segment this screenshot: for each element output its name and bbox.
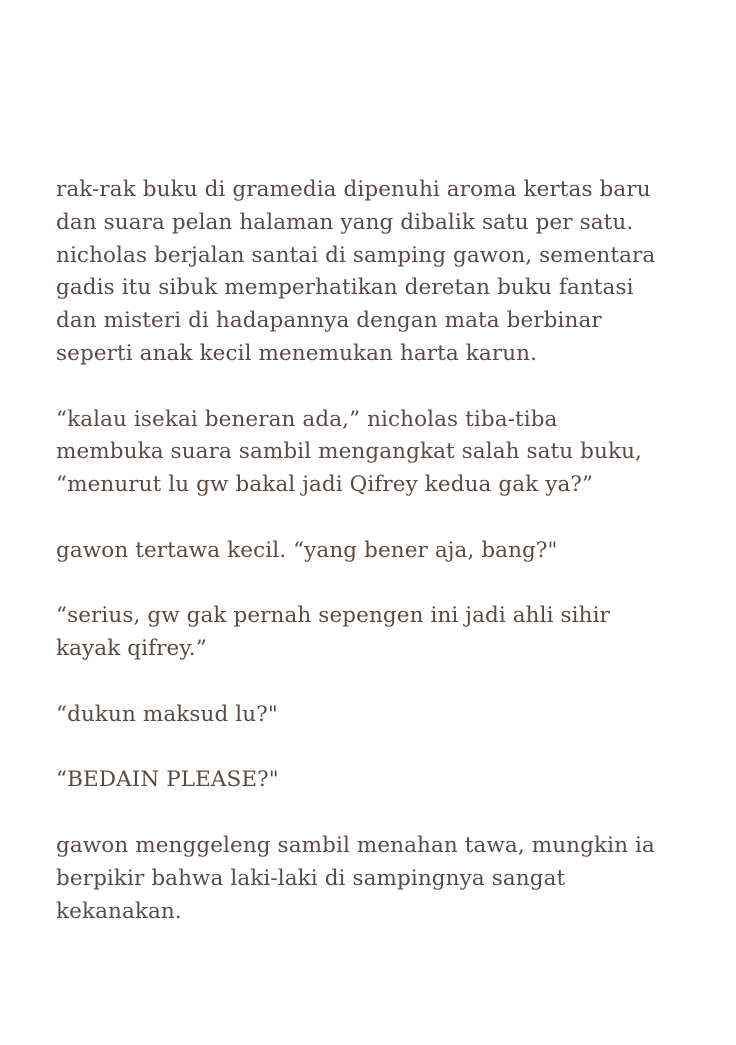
paragraph-2 bbox=[56, 404, 706, 502]
story-text bbox=[56, 174, 706, 928]
text-line: “dukun maksud lu?" bbox=[56, 701, 278, 727]
paragraph-7 bbox=[56, 830, 706, 928]
text-line: gawon tertawa kecil. “yang bener aja, bang?" bbox=[56, 537, 558, 563]
text-line: dan suara pelan halaman yang dibalik satu per satu. bbox=[56, 209, 634, 235]
text-line: nicholas berjalan santai di samping gawon, sementara bbox=[56, 242, 656, 268]
text-line: “BEDAIN PLEASE?" bbox=[56, 767, 279, 793]
text-line: “kalau isekai beneran ada,” nicholas tiba-tiba bbox=[56, 406, 558, 432]
text-line: “serius, gw gak pernah sepengen ini jadi ahli sihir bbox=[56, 603, 610, 629]
paragraph-3 bbox=[56, 535, 706, 568]
text-line: kayak qifrey.” bbox=[56, 636, 207, 662]
text-line: seperti anak kecil menemukan harta karun. bbox=[56, 340, 538, 366]
paragraph-5 bbox=[56, 699, 706, 732]
text-line: dan misteri di hadapannya dengan mata berbinar bbox=[56, 308, 602, 334]
text-line: membuka suara sambil mengangkat salah satu buku, bbox=[56, 439, 642, 465]
paragraph-4 bbox=[56, 600, 706, 666]
text-line: kekanakan. bbox=[56, 898, 182, 924]
paragraph-1 bbox=[56, 174, 706, 371]
text-line: rak-rak buku di gramedia dipenuhi aroma kertas baru bbox=[56, 177, 651, 202]
text-line: berpikir bahwa laki-laki di sampingnya sangat bbox=[56, 865, 566, 891]
text-line: gadis itu sibuk memperhatikan deretan buku fantasi bbox=[56, 275, 634, 301]
text-line: gawon menggeleng sambil menahan tawa, mungkin ia bbox=[56, 832, 655, 858]
paragraph-6 bbox=[56, 764, 706, 797]
text-line: “menurut lu gw bakal jadi Qifrey kedua gak ya?” bbox=[56, 472, 594, 498]
